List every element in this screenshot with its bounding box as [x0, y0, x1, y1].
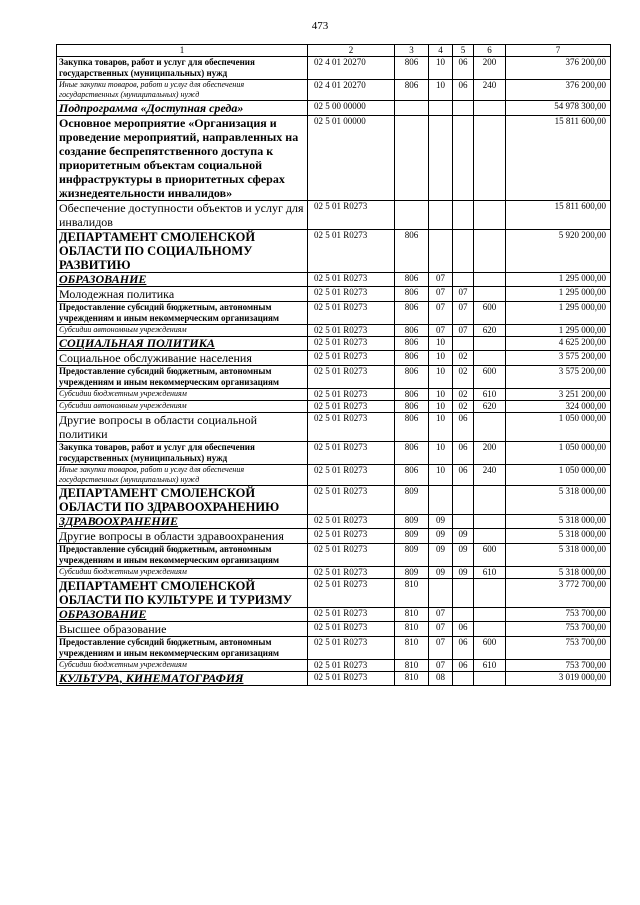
- cell-subsection: [453, 230, 474, 273]
- cell-expense-type: 600: [474, 366, 506, 389]
- header-row: [57, 45, 611, 57]
- cell-name: Субсидии бюджетным учреждениям: [57, 389, 308, 401]
- cell-subsection: [453, 608, 474, 622]
- cell-expense-type: [474, 486, 506, 515]
- cell-target-code: 02 5 01 R0273: [308, 567, 395, 579]
- cell-department-code: 810: [395, 579, 429, 608]
- cell-subsection: 06: [453, 660, 474, 672]
- table-row: [57, 337, 611, 351]
- cell-name: Предоставление субсидий бюджетным, автономным учреждениям и иным некоммерческим организациям: [57, 637, 308, 660]
- table-row: [57, 57, 611, 80]
- cell-subsection: [453, 337, 474, 351]
- cell-name: ДЕПАРТАМЕНТ СМОЛЕНСКОЙ ОБЛАСТИ ПО СОЦИАЛЬНОМУ РАЗВИТИЮ: [57, 230, 308, 273]
- table-row: [57, 80, 611, 101]
- cell-target-code: 02 5 00 00000: [308, 101, 395, 116]
- cell-name: Молодежная политика: [57, 287, 308, 302]
- cell-amount: 1 295 000,00: [506, 273, 611, 287]
- cell-section: 07: [429, 273, 453, 287]
- cell-department-code: 806: [395, 287, 429, 302]
- cell-target-code: 02 5 01 R0273: [308, 442, 395, 465]
- table-row: [57, 101, 611, 116]
- cell-target-code: 02 5 01 R0273: [308, 366, 395, 389]
- cell-target-code: 02 4 01 20270: [308, 80, 395, 101]
- cell-subsection: [453, 486, 474, 515]
- cell-target-code: 02 5 01 R0273: [308, 529, 395, 544]
- cell-amount: 5 318 000,00: [506, 515, 611, 529]
- table-row: [57, 515, 611, 529]
- cell-name: Субсидии автономным учреждениям: [57, 325, 308, 337]
- table-row: [57, 413, 611, 442]
- cell-amount: 1 050 000,00: [506, 442, 611, 465]
- cell-department-code: 806: [395, 273, 429, 287]
- cell-section: [429, 486, 453, 515]
- cell-expense-type: [474, 579, 506, 608]
- cell-name: Субсидии бюджетным учреждениям: [57, 567, 308, 579]
- cell-name: ДЕПАРТАМЕНТ СМОЛЕНСКОЙ ОБЛАСТИ ПО ЗДРАВООХРАНЕНИЮ: [57, 486, 308, 515]
- cell-amount: 3 019 000,00: [506, 672, 611, 686]
- cell-department-code: 806: [395, 325, 429, 337]
- cell-target-code: 02 5 01 R0273: [308, 515, 395, 529]
- cell-amount: 5 920 200,00: [506, 230, 611, 273]
- cell-section: 10: [429, 57, 453, 80]
- cell-amount: 15 811 600,00: [506, 116, 611, 201]
- cell-department-code: 806: [395, 442, 429, 465]
- cell-target-code: 02 5 01 R0273: [308, 230, 395, 273]
- cell-target-code: 02 5 01 00000: [308, 116, 395, 201]
- cell-department-code: 806: [395, 337, 429, 351]
- cell-subsection: 02: [453, 401, 474, 413]
- cell-name: ОБРАЗОВАНИЕ: [57, 273, 308, 287]
- table-row: [57, 287, 611, 302]
- cell-target-code: 02 5 01 R0273: [308, 287, 395, 302]
- table-row: [57, 672, 611, 686]
- cell-target-code: 02 5 01 R0273: [308, 486, 395, 515]
- cell-subsection: [453, 273, 474, 287]
- cell-department-code: 810: [395, 622, 429, 637]
- cell-amount: 1 295 000,00: [506, 287, 611, 302]
- cell-name: Субсидии автономным учреждениям: [57, 401, 308, 413]
- cell-expense-type: 610: [474, 660, 506, 672]
- cell-section: 07: [429, 325, 453, 337]
- table-row: [57, 230, 611, 273]
- header-col-4: 4: [429, 45, 453, 57]
- cell-section: 07: [429, 660, 453, 672]
- cell-amount: 1 050 000,00: [506, 413, 611, 442]
- cell-subsection: [453, 579, 474, 608]
- cell-section: 09: [429, 544, 453, 567]
- cell-subsection: 09: [453, 567, 474, 579]
- cell-target-code: 02 5 01 R0273: [308, 608, 395, 622]
- cell-department-code: 810: [395, 660, 429, 672]
- cell-name: Закупка товаров, работ и услуг для обеспечения государственных (муниципальных) нужд: [57, 57, 308, 80]
- cell-subsection: 06: [453, 80, 474, 101]
- cell-name: Предоставление субсидий бюджетным, автономным учреждениям и иным некоммерческим организациям: [57, 302, 308, 325]
- cell-target-code: 02 4 01 20270: [308, 57, 395, 80]
- cell-target-code: 02 5 01 R0273: [308, 622, 395, 637]
- cell-department-code: 806: [395, 80, 429, 101]
- header-col-5: 5: [453, 45, 474, 57]
- cell-name: Подпрограмма «Доступная среда»: [57, 101, 308, 116]
- cell-name: Высшее образование: [57, 622, 308, 637]
- cell-expense-type: 620: [474, 401, 506, 413]
- cell-amount: 753 700,00: [506, 660, 611, 672]
- table-row: [57, 637, 611, 660]
- cell-amount: 753 700,00: [506, 608, 611, 622]
- cell-section: 10: [429, 413, 453, 442]
- cell-target-code: 02 5 01 R0273: [308, 413, 395, 442]
- cell-department-code: 810: [395, 637, 429, 660]
- cell-department-code: 806: [395, 465, 429, 486]
- cell-name: Предоставление субсидий бюджетным, автономным учреждениям и иным некоммерческим организациям: [57, 544, 308, 567]
- cell-expense-type: [474, 230, 506, 273]
- table-row: [57, 116, 611, 201]
- cell-amount: 5 318 000,00: [506, 486, 611, 515]
- header-col-3: 3: [395, 45, 429, 57]
- cell-expense-type: 600: [474, 637, 506, 660]
- cell-expense-type: 620: [474, 325, 506, 337]
- cell-department-code: 809: [395, 567, 429, 579]
- cell-section: 07: [429, 302, 453, 325]
- cell-target-code: 02 5 01 R0273: [308, 389, 395, 401]
- table-row: [57, 544, 611, 567]
- table-row: [57, 608, 611, 622]
- cell-amount: 15 811 600,00: [506, 201, 611, 230]
- cell-amount: 3 575 200,00: [506, 351, 611, 366]
- cell-subsection: 06: [453, 637, 474, 660]
- cell-section: 07: [429, 622, 453, 637]
- cell-amount: 1 295 000,00: [506, 302, 611, 325]
- cell-name: ЗДРАВООХРАНЕНИЕ: [57, 515, 308, 529]
- table-row: [57, 567, 611, 579]
- cell-section: [429, 230, 453, 273]
- cell-expense-type: 240: [474, 465, 506, 486]
- cell-subsection: 09: [453, 529, 474, 544]
- cell-amount: 54 978 300,00: [506, 101, 611, 116]
- cell-subsection: 07: [453, 287, 474, 302]
- cell-expense-type: [474, 529, 506, 544]
- cell-expense-type: [474, 672, 506, 686]
- cell-department-code: 809: [395, 486, 429, 515]
- cell-amount: 753 700,00: [506, 637, 611, 660]
- cell-target-code: 02 5 01 R0273: [308, 337, 395, 351]
- cell-target-code: 02 5 01 R0273: [308, 544, 395, 567]
- table-row: [57, 401, 611, 413]
- cell-section: [429, 579, 453, 608]
- cell-expense-type: [474, 101, 506, 116]
- cell-subsection: 07: [453, 325, 474, 337]
- table-row: [57, 622, 611, 637]
- cell-section: [429, 116, 453, 201]
- cell-section: 07: [429, 637, 453, 660]
- cell-expense-type: [474, 515, 506, 529]
- cell-subsection: 02: [453, 351, 474, 366]
- cell-subsection: [453, 672, 474, 686]
- table-row: [57, 302, 611, 325]
- header-col-6: 6: [474, 45, 506, 57]
- cell-section: 07: [429, 287, 453, 302]
- table-row: [57, 366, 611, 389]
- cell-target-code: 02 5 01 R0273: [308, 325, 395, 337]
- cell-amount: 376 200,00: [506, 57, 611, 80]
- cell-expense-type: 610: [474, 389, 506, 401]
- cell-expense-type: [474, 622, 506, 637]
- cell-section: 10: [429, 442, 453, 465]
- cell-expense-type: 200: [474, 57, 506, 80]
- cell-section: 10: [429, 465, 453, 486]
- cell-target-code: 02 5 01 R0273: [308, 579, 395, 608]
- header-col-1: 1: [57, 45, 308, 57]
- cell-section: 09: [429, 567, 453, 579]
- cell-subsection: 06: [453, 622, 474, 637]
- cell-expense-type: [474, 273, 506, 287]
- cell-name: Субсидии бюджетным учреждениям: [57, 660, 308, 672]
- cell-target-code: 02 5 01 R0273: [308, 351, 395, 366]
- cell-amount: 376 200,00: [506, 80, 611, 101]
- cell-expense-type: [474, 351, 506, 366]
- cell-target-code: 02 5 01 R0273: [308, 660, 395, 672]
- cell-name: КУЛЬТУРА, КИНЕМАТОГРАФИЯ: [57, 672, 308, 686]
- cell-amount: 4 625 200,00: [506, 337, 611, 351]
- header-col-2: 2: [308, 45, 395, 57]
- cell-expense-type: [474, 201, 506, 230]
- table-row: [57, 351, 611, 366]
- cell-name: Другие вопросы в области социальной политики: [57, 413, 308, 442]
- cell-department-code: 809: [395, 515, 429, 529]
- cell-subsection: 06: [453, 57, 474, 80]
- cell-subsection: [453, 101, 474, 116]
- table-row: [57, 660, 611, 672]
- cell-expense-type: 200: [474, 442, 506, 465]
- cell-section: 10: [429, 389, 453, 401]
- cell-department-code: [395, 201, 429, 230]
- cell-name: Закупка товаров, работ и услуг для обеспечения государственных (муниципальных) нужд: [57, 442, 308, 465]
- cell-expense-type: 240: [474, 80, 506, 101]
- cell-expense-type: [474, 287, 506, 302]
- table-row: [57, 201, 611, 230]
- cell-section: 09: [429, 515, 453, 529]
- cell-name: Обеспечение доступности объектов и услуг для инвалидов: [57, 201, 308, 230]
- cell-section: 10: [429, 401, 453, 413]
- cell-amount: 1 050 000,00: [506, 465, 611, 486]
- cell-subsection: 06: [453, 442, 474, 465]
- table-row: [57, 389, 611, 401]
- cell-expense-type: [474, 413, 506, 442]
- cell-name: Иные закупки товаров, работ и услуг для обеспечения государственных (муниципальных) нужд: [57, 465, 308, 486]
- table-row: [57, 465, 611, 486]
- cell-department-code: 810: [395, 608, 429, 622]
- cell-section: 09: [429, 529, 453, 544]
- table-row: [57, 325, 611, 337]
- header-col-7: 7: [506, 45, 611, 57]
- table-row: [57, 486, 611, 515]
- budget-table: [56, 44, 611, 686]
- cell-name: Предоставление субсидий бюджетным, автономным учреждениям и иным некоммерческим организациям: [57, 366, 308, 389]
- cell-target-code: 02 5 01 R0273: [308, 201, 395, 230]
- cell-expense-type: [474, 116, 506, 201]
- cell-amount: 1 295 000,00: [506, 325, 611, 337]
- cell-subsection: 06: [453, 465, 474, 486]
- cell-subsection: 09: [453, 544, 474, 567]
- cell-subsection: [453, 515, 474, 529]
- cell-department-code: 809: [395, 529, 429, 544]
- cell-department-code: 809: [395, 544, 429, 567]
- cell-name: ОБРАЗОВАНИЕ: [57, 608, 308, 622]
- page-number: 473: [311, 20, 329, 32]
- cell-target-code: 02 5 01 R0273: [308, 273, 395, 287]
- cell-expense-type: 600: [474, 302, 506, 325]
- cell-department-code: [395, 116, 429, 201]
- cell-amount: 5 318 000,00: [506, 529, 611, 544]
- cell-target-code: 02 5 01 R0273: [308, 637, 395, 660]
- cell-department-code: 806: [395, 366, 429, 389]
- cell-department-code: 806: [395, 401, 429, 413]
- cell-section: [429, 201, 453, 230]
- cell-expense-type: 610: [474, 567, 506, 579]
- cell-section: 10: [429, 337, 453, 351]
- cell-amount: 5 318 000,00: [506, 567, 611, 579]
- cell-amount: 3 772 700,00: [506, 579, 611, 608]
- cell-subsection: 07: [453, 302, 474, 325]
- cell-subsection: [453, 116, 474, 201]
- cell-target-code: 02 5 01 R0273: [308, 465, 395, 486]
- cell-target-code: 02 5 01 R0273: [308, 672, 395, 686]
- cell-expense-type: [474, 337, 506, 351]
- table-row: [57, 442, 611, 465]
- cell-subsection: 02: [453, 389, 474, 401]
- cell-department-code: [395, 101, 429, 116]
- cell-section: 08: [429, 672, 453, 686]
- table-row: [57, 529, 611, 544]
- cell-section: 10: [429, 351, 453, 366]
- cell-department-code: 806: [395, 413, 429, 442]
- cell-subsection: [453, 201, 474, 230]
- cell-name: ДЕПАРТАМЕНТ СМОЛЕНСКОЙ ОБЛАСТИ ПО КУЛЬТУРЕ И ТУРИЗМУ: [57, 579, 308, 608]
- cell-expense-type: [474, 608, 506, 622]
- table-row: [57, 273, 611, 287]
- cell-department-code: 806: [395, 351, 429, 366]
- cell-amount: 753 700,00: [506, 622, 611, 637]
- cell-target-code: 02 5 01 R0273: [308, 401, 395, 413]
- cell-department-code: 806: [395, 57, 429, 80]
- cell-name: Социальное обслуживание населения: [57, 351, 308, 366]
- cell-department-code: 806: [395, 302, 429, 325]
- cell-section: 10: [429, 366, 453, 389]
- table-row: [57, 579, 611, 608]
- cell-amount: 3 251 200,00: [506, 389, 611, 401]
- cell-name: Иные закупки товаров, работ и услуг для обеспечения государственных (муниципальных) нужд: [57, 80, 308, 101]
- cell-section: 10: [429, 80, 453, 101]
- cell-section: 07: [429, 608, 453, 622]
- cell-section: [429, 101, 453, 116]
- cell-department-code: 810: [395, 672, 429, 686]
- cell-name: Другие вопросы в области здравоохранения: [57, 529, 308, 544]
- cell-name: СОЦИАЛЬНАЯ ПОЛИТИКА: [57, 337, 308, 351]
- cell-department-code: 806: [395, 389, 429, 401]
- cell-department-code: 806: [395, 230, 429, 273]
- cell-amount: 3 575 200,00: [506, 366, 611, 389]
- cell-expense-type: 600: [474, 544, 506, 567]
- cell-target-code: 02 5 01 R0273: [308, 302, 395, 325]
- cell-subsection: 02: [453, 366, 474, 389]
- cell-amount: 324 000,00: [506, 401, 611, 413]
- cell-subsection: 06: [453, 413, 474, 442]
- cell-name: Основное мероприятие «Организация и проведение мероприятий, направленных на создание беспрепятственного доступа к приоритетным объектам социальной инфраструктуры в приоритетных сферах жизнедеятельности инвалидов»: [57, 116, 308, 201]
- cell-amount: 5 318 000,00: [506, 544, 611, 567]
